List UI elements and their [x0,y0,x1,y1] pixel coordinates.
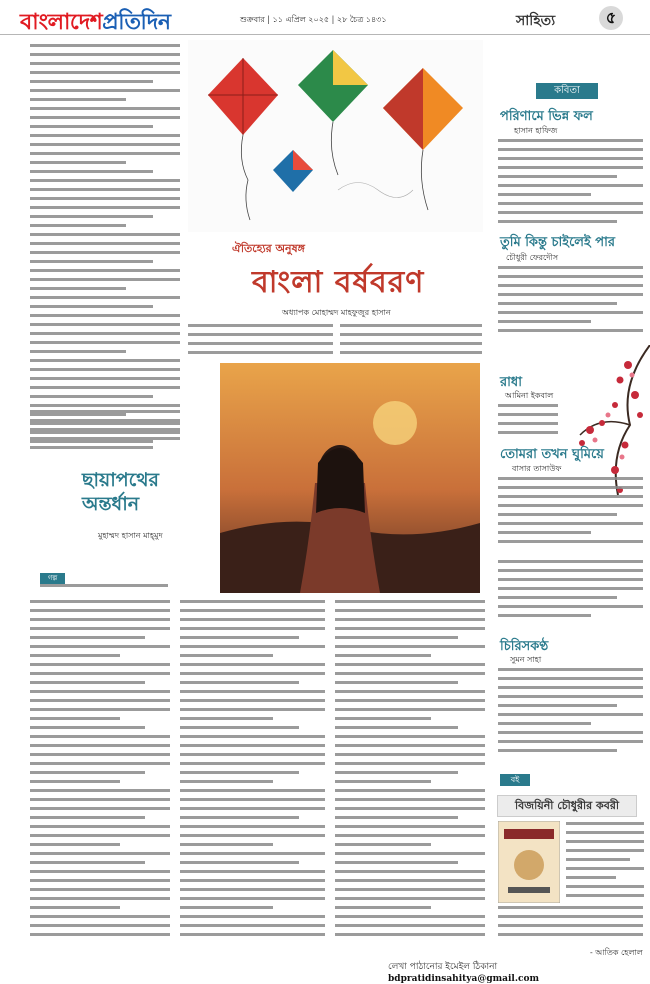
book-review-text [498,906,643,946]
poem-title-1[interactable]: পরিণামে ভিন্ন ফল [500,109,593,124]
page-header [0,0,650,38]
book-review-header [497,795,637,817]
logo-text-part2: প্রতিদিন [102,9,171,35]
poem-author-2: চৌধুরী ফেরদৌস [506,253,559,262]
article-body-text-col2 [188,324,333,360]
poem-text-1 [498,139,643,229]
page-number: ৫ [599,6,623,30]
kite-red-icon [208,58,278,220]
story-title[interactable] [82,468,159,516]
book-review-title[interactable]: বিজয়িনী চৌধুরীর কবরী [514,799,620,812]
book-review-text-side [566,822,644,904]
poem-title-5[interactable]: চিরিসকণ্ঠ [500,639,549,654]
poem-text-5 [498,668,643,768]
footer-text: লেখা পাঠানোর ইমেইল ঠিকানা [388,962,498,972]
newspaper-logo[interactable] [20,5,171,42]
footer-email[interactable]: bdpratidinsahitya@gmail.com [388,974,539,984]
story-body-text-col3 [335,600,485,950]
kites-illustration [188,40,483,232]
poem-text-2 [498,266,643,338]
kite-orange-icon [383,68,463,210]
story-label-badge: গল্প [40,573,65,584]
article-body-text-col1 [30,44,180,454]
story-body-text-col2 [180,600,325,950]
logo-text-part1: বাংলাদেশ [20,9,103,35]
poem-title-3[interactable]: রাধা [500,375,522,390]
header-divider [0,34,650,35]
book-reviewer: - আতিক হেলাল [590,948,643,957]
poems-section-label: কবিতা [536,83,598,99]
kite-small-icon [273,150,313,192]
poem-text-3 [498,404,558,436]
story-title-line2: অন্তর্ধান [82,493,140,515]
dateline: শুক্রবার | ১১ এপ্রিল ২০২৫ | ২৮ চৈত্র ১৪৩১ [240,15,387,24]
section-title: সাহিত্য [516,13,556,29]
poem-text-4-cont [498,560,643,630]
poem-author-1: হাসান হাফিজ [514,126,558,135]
story-byline: মুহাম্মদ হাসান মাহ্‌মুদ [98,531,163,540]
poem-text-4 [498,477,643,557]
poem-author-5: সুমন সাহা [510,655,542,664]
story-intro-text [40,584,168,596]
poem-title-2[interactable]: তুমি কিন্তু চাইলেই পার [500,235,616,250]
poem-author-3: আমিনা ইকবাল [505,391,554,400]
story-title-line1: ছায়াপথের [82,469,160,491]
article-kicker: ঐতিহ্যের অনুষঙ্গ [232,242,305,255]
article-title[interactable]: বাংলা বর্ষবরণ [252,265,425,300]
story-illustration [220,363,480,593]
story-body-text-col1 [30,600,170,950]
article-body-text-col1-end [30,410,180,458]
kite-green-icon [298,50,368,175]
book-review-label: বই [500,774,530,786]
article-byline: অধ্যাপক মোহাম্মদ মাহফুজুর হাসান [282,308,391,317]
submission-footer [388,959,650,984]
article-body-text-col3 [340,324,482,360]
poem-author-4: বাসার তাসাউফ [512,464,562,473]
book-cover-image [498,821,560,903]
poem-title-4[interactable]: তোমরা তখন ঘুমিয়ে [500,447,604,462]
